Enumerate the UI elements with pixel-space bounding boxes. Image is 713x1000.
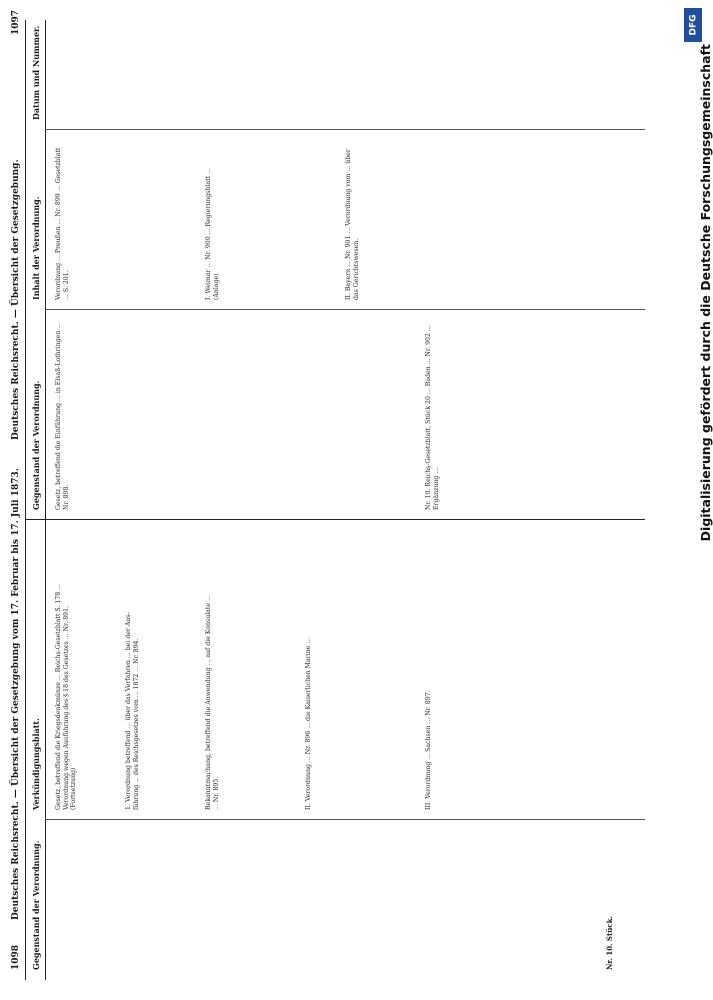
column-heading-subject-right: Gegenstand der Verordnung. — [31, 380, 41, 510]
entry-block-8: I. Weimar ... Nr. 900 ... Regierungsblatt ... (Anlage) — [205, 166, 220, 300]
left-page-number: 1098 — [11, 944, 21, 970]
entry-block-1: Gesetz, betreffend die Kriegsdenkmünze ... Reichs-Gesetzblatt S. 178 ... Verordnung wegen Ausführung des § 18 des Gesetzes ... Nr. 891. (Fortsetzung) — [55, 583, 78, 810]
date-column-divider — [45, 129, 645, 130]
stueck-mark: Nr. 10. Stück. — [605, 916, 614, 970]
entry-block-5: III. Verordnung ... Sachsen ... Nr. 897. — [425, 690, 432, 810]
column-heading-date: Datum und Nummer. — [31, 25, 41, 120]
center-divider — [25, 519, 645, 520]
right-page-number: 1097 — [11, 9, 21, 35]
entry-block-6: Gesetz, betreffend die Einführung ... in Elsaß-Lothringen ... Nr. 898. — [55, 320, 70, 510]
column-heading-gazette: Verkündigungsblatt. — [31, 718, 41, 810]
dfg-side-band — [678, 0, 713, 1000]
column-heading-content: Inhalt der Verordnung. — [31, 196, 41, 300]
entry-block-9: II. Bayern ... Nr. 901 ... Verordnung vom ... über das Gerichtswesen. — [345, 147, 360, 300]
scanned-page — [5, 0, 665, 1000]
entry-block-3: Bekanntmachung, betreffend die Anwendung ... auf die Konsulate ... ... Nr. 895. — [205, 595, 220, 810]
dfg-logo: DFG — [684, 8, 702, 42]
header-rule — [25, 20, 26, 980]
left-column-divider — [45, 819, 645, 820]
left-page-header: Deutsches Reichsrecht. — Übersicht der Gesetzgebung vom 17. Februar bis 17. Juli 1873. — [11, 468, 21, 920]
entry-block-10: Nr. 10. Reichs-Gesetzblatt, Stück 20 ... Baden ... Nr. 902 ... Ergänzung ... — [425, 323, 440, 510]
entry-block-4: II. Verordnung ... Nr. 896 ... die Kaiserlichen Marine ... — [305, 637, 312, 810]
right-page-header: Deutsches Reichsrecht. — Übersicht der Gesetzgebung. — [11, 159, 21, 440]
entry-block-7: Verordnung ... Preußen ... Nr. 899 ... Gesetzblatt ... S. 201. — [55, 145, 70, 300]
right-column-divider — [45, 309, 645, 310]
entry-block-2: 1. Verordnung betreffend ... über das Verfahren ... bei der Aus- führung ... des Reichsgesetzes vom ... 1872 ... Nr. 894. — [125, 612, 140, 810]
column-rule — [45, 20, 46, 980]
dfg-funding-notice: Digitalisierung gefördert durch die Deutsche Forschungsgemeinschaft — [698, 44, 713, 542]
column-heading-subject: Gegenstand der Verordnung. — [31, 840, 41, 970]
